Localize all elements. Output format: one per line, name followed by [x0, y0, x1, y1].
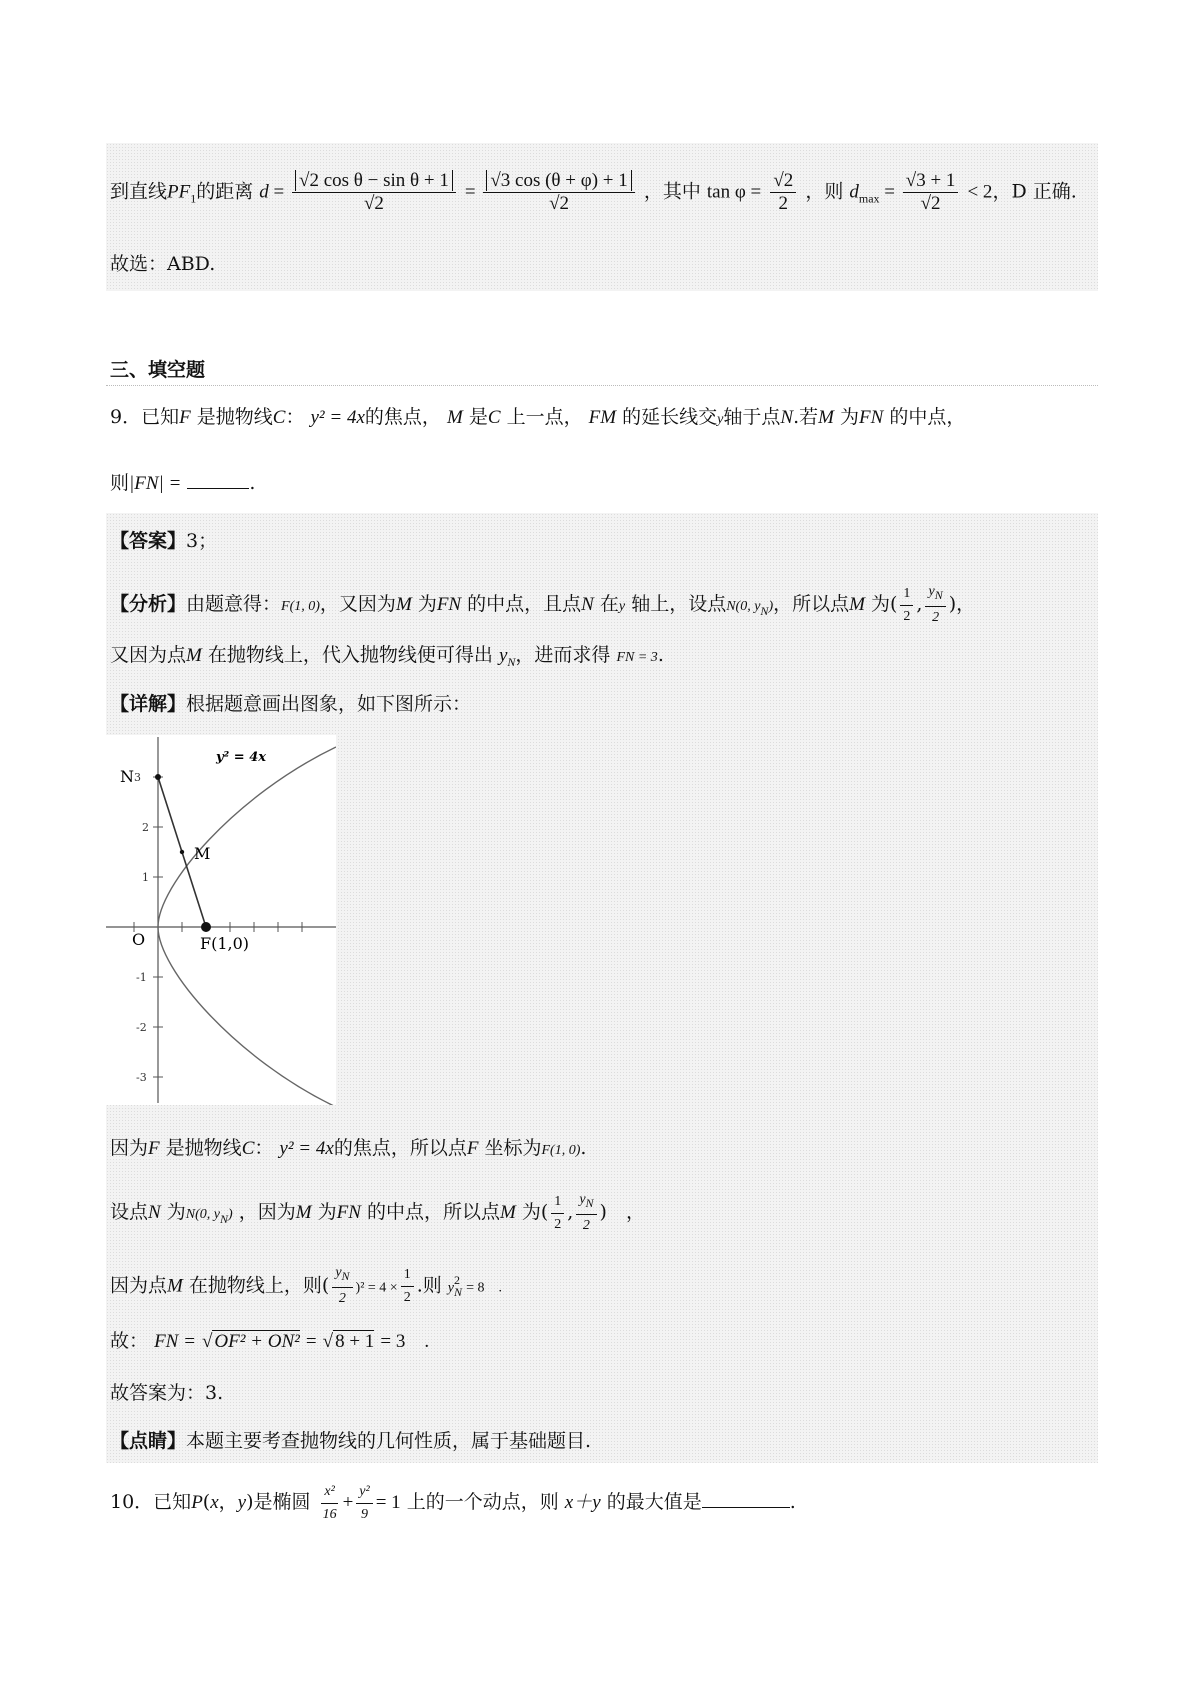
half-fraction-2: $\frac{1}{2}$ [551, 1191, 564, 1236]
tick-label-3: 3 [134, 771, 141, 784]
point-M [180, 850, 184, 854]
label-M: M [194, 844, 211, 863]
distance-fraction-2: $\frac{√3 \cos (\theta + \varphi) + 1}{√2}$ [483, 170, 634, 215]
tick-label-neg3: -3 [136, 1071, 147, 1084]
ellipse-fraction-y: $\frac{\text{y²}}{9}$ [356, 1481, 372, 1526]
distance-fraction-1: $\frac{\text{√2 cos θ − sin θ + 1}}{√2}$ [292, 170, 456, 215]
answer-blank-10[interactable] [702, 1487, 790, 1508]
question-10: 10．已知P(x，y)是椭圆 $\frac{\text{x²}}{16}$ + $\frac{\text{y²}}{9}$ = 1 上的一个动点，则 x＋y 的最大值是 . [110, 1478, 796, 1527]
detail-line-3: 因为点M 在抛物线上，则( $\frac{y_N}{2}$ )² = 4 × $\frac{1}{2}$ .则 $y_N^2 = 8$ . [110, 1256, 502, 1316]
label-F: F(1,0) [200, 934, 250, 953]
half-fraction: $\frac{1}{2}$ [900, 583, 913, 628]
detail-line-4: 故： FN = √ OF² + ON² = √ 8 + 1 = 3 . [110, 1330, 430, 1352]
tick-label-1: 1 [142, 871, 149, 884]
detail-line: 【详解】根据题意画出图象，如下图所示： [110, 693, 472, 715]
tick-label-neg2: -2 [136, 1021, 147, 1034]
answer-blank[interactable] [187, 468, 249, 489]
figure-background [106, 735, 336, 1105]
tick-label-neg1: -1 [136, 971, 147, 984]
ellipse-fraction-x: $\frac{\text{x²}}{16}$ [320, 1481, 340, 1526]
distance-line: 到直线$PF_1$的距离 d = $\frac{\text{√2 cos θ − sin θ + 1}}{√2}$ = $\frac{√3 \cos (\theta + \varphi) + 1}{√2}$ ，其中 tan φ = $\frac{√2}{2}$ ，则 $d_{max}$ = $\frac{√3 + 1}{√2}$ < 2，D 正确. [110, 170, 1077, 214]
tan-fraction: $\frac{√2}{2}$ [770, 170, 796, 215]
section-title: 三、填空题 [110, 359, 206, 381]
curve-label: y² = 4x [216, 750, 266, 765]
label-N: N [120, 767, 134, 786]
yn-half-fraction: $\frac{y_N}{2}$ [925, 581, 945, 629]
tick-label-2: 2 [142, 821, 149, 834]
point-N [155, 774, 161, 780]
detail-line-1: 因为F 是抛物线C： y² = 4x的焦点，所以点F 坐标为F(1, 0). [110, 1137, 587, 1159]
question-9-line-1: 9．已知F 是抛物线C： y² = 4x的焦点， M 是C 上一点， FM 的延长线交y轴于点N.若M 为FN 的中点， [110, 406, 966, 428]
detail-line-2: 设点N 为N(0, $y_N$) ，因为M 为FN 的中点，所以点M 为( $\frac{1}{2}$ , $\frac{y_N}{2}$ ) ， [110, 1188, 645, 1243]
choice-line: 故选：ABD. [110, 253, 216, 275]
parabola-figure [106, 735, 336, 1105]
point-F [201, 922, 211, 932]
dmax-fraction: $\frac{√3 + 1}{√2}$ [903, 170, 959, 215]
comment-line: 【点睛】本题主要考查抛物线的几何性质，属于基础题目. [110, 1430, 592, 1452]
half-fraction-3: $\frac{1}{2}$ [401, 1264, 414, 1309]
label-O: O [132, 930, 146, 949]
question-9-line-2: 则|FN| = . [110, 468, 255, 498]
section-divider [106, 385, 1098, 386]
analysis-line-2: 又因为点M 在抛物线上，代入抛物线便可得出 $y_N$，进而求得 FN = 3. [110, 644, 664, 669]
analysis-line-1: 【分析】由题意得：F(1, 0)，又因为M 为FN 的中点，且点N 在y 轴上，设点N(0, $y_N$)，所以点M 为( $\frac{1}{2}$ , $\frac{y_N}{2}$ )， [110, 580, 975, 635]
yn-half-fraction-2: $\frac{y_N}{2}$ [576, 1189, 596, 1237]
answer-line: 【答案】3； [110, 530, 218, 552]
final-answer-line: 故答案为：3. [110, 1382, 224, 1404]
yn-half-fraction-3: $\frac{y_N}{2}$ [332, 1262, 352, 1310]
